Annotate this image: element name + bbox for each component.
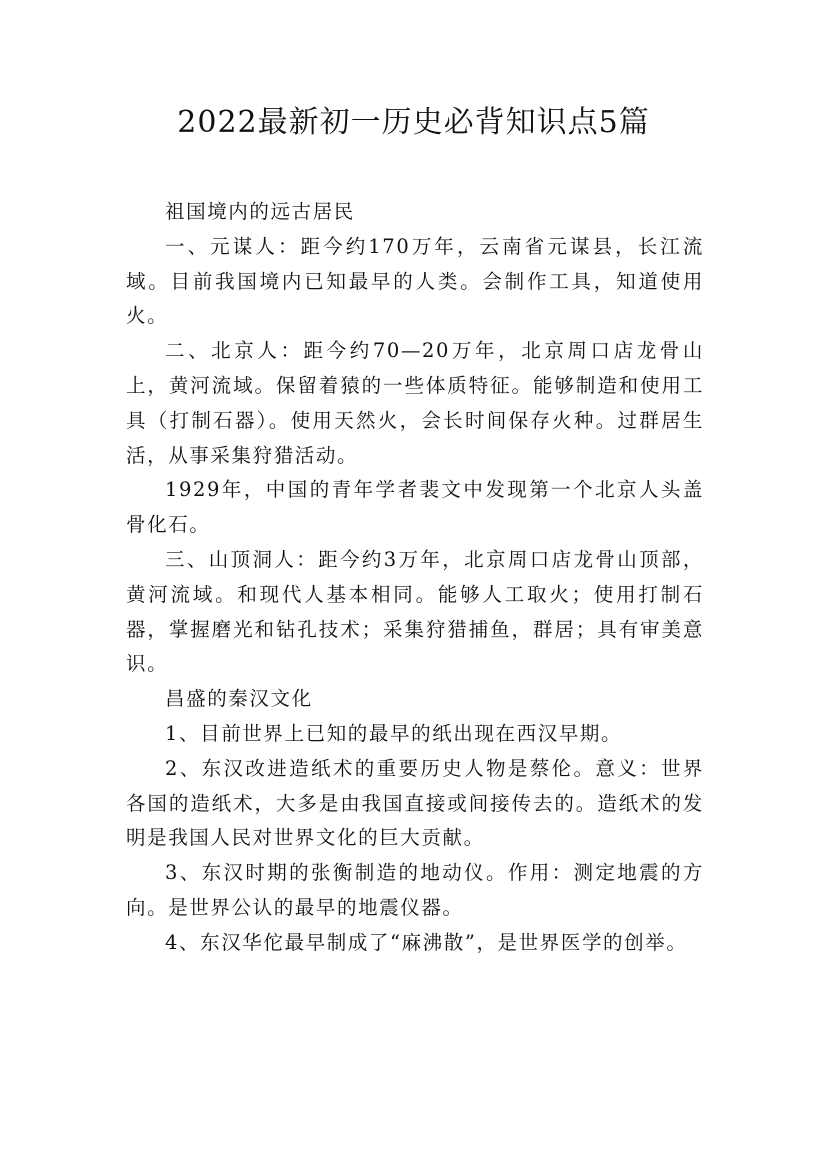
paragraph: 2、东汉改进造纸术的重要历史人物是蔡伦。意义：世界各国的造纸术，大多是由我国直接或间接传去的。造纸术的发明是我国人民对世界文化的巨大贡献。 [126,756,704,850]
paragraph: 1、目前世界上已知的最早的纸出现在西汉早期。 [165,721,623,745]
paragraph: 二、北京人：距今约70—20万年，北京周口店龙骨山上，黄河流域。保留着猿的一些体质特征。能够制造和使用工具（打制石器）。使用天然火，会长时间保存火种。过群居生活，从事采集狩猎活动。 [126,339,704,467]
section-heading: 祖国境内的远古居民 [165,200,355,223]
document-title: 2022最新初一历史必背知识点5篇 [177,105,650,140]
section-heading: 昌盛的秦汉文化 [165,687,313,711]
paragraph: 4、东汉华佗最早制成了“麻沸散”，是世界医学的创举。 [165,930,688,954]
paragraph: 3、东汉时期的张衡制造的地动仪。作用：测定地震的方向。是世界公认的最早的地震仪器。 [126,861,704,919]
paragraph: 1929年，中国的青年学者裴文中发现第一个北京人头盖骨化石。 [126,478,704,537]
paragraph: 一、元谋人：距今约170万年，云南省元谋县，长江流域。目前我国境内已知最早的人类。会制作工具，知道使用火。 [126,234,704,328]
document-body [126,195,704,961]
paragraph: 三、山顶洞人：距今约3万年，北京周口店龙骨山顶部，黄河流域。和现代人基本相同。能够人工取火；使用打制石器，掌握磨光和钻孔技术；采集狩猎捕鱼，群居；具有审美意识。 [126,547,704,676]
